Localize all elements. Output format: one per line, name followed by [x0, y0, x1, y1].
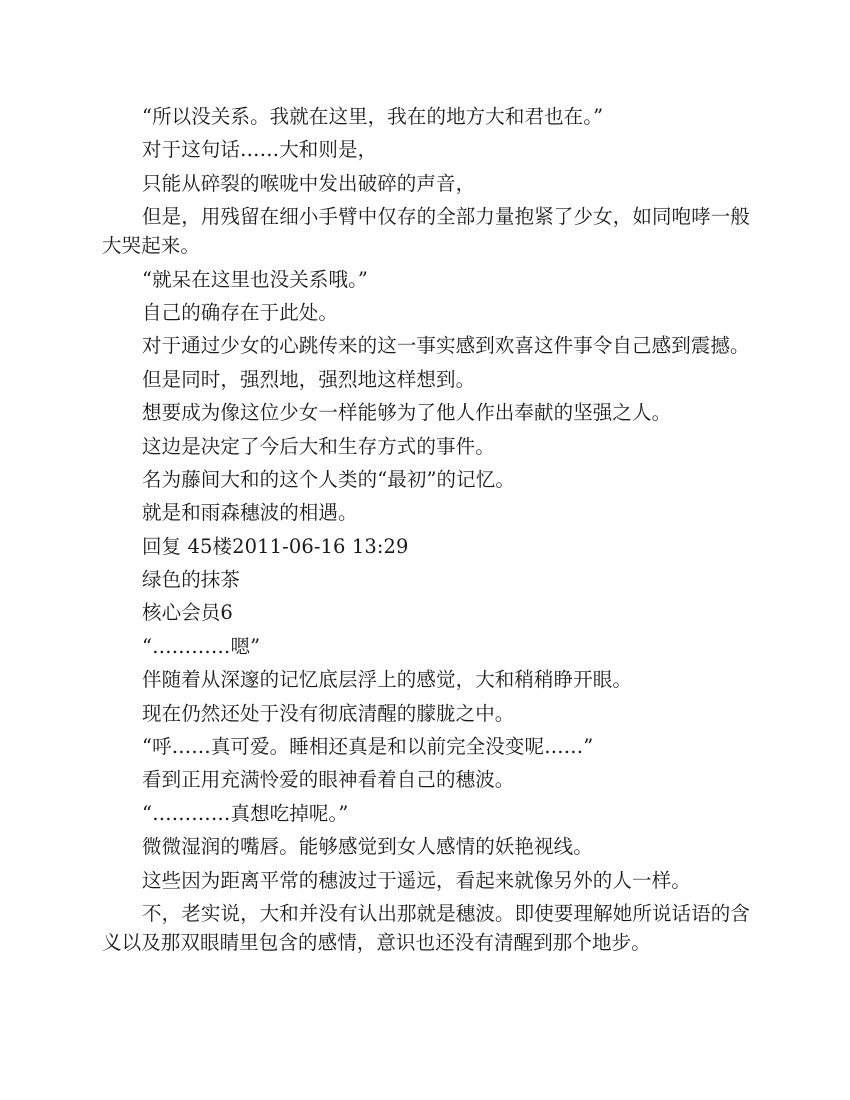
user-rank: 核心会员6	[142, 601, 233, 625]
paragraph: 但是，用残留在细小手臂中仅存的全部力量抱紧了少女，如同咆哮一般大哭起来。	[102, 205, 750, 258]
paragraph: 对于通过少女的心跳传来的这一事实感到欢喜这件事令自己感到震撼。	[142, 334, 750, 358]
paragraph: 但是同时，强烈地，强烈地这样想到。	[142, 367, 476, 391]
paragraph: 不，老实说，大和并没有认出那就是穗波。即使要理解她所说话语的含义以及那双眼睛里包含的感情，意识也还没有清醒到那个地步。	[102, 901, 750, 954]
paragraph: 自己的确存在于此处。	[142, 300, 339, 324]
paragraph: 这些因为距离平常的穗波过于遥远，看起来就像另外的人一样。	[142, 868, 691, 892]
paragraph: “呼……真可爱。睡相还真是和以前完全没变呢……”	[142, 735, 594, 759]
paragraph: 只能从碎裂的喉咙中发出破碎的声音，	[142, 171, 476, 195]
paragraph: 伴随着从深邃的记忆底层浮上的感觉，大和稍稍睁开眼。	[142, 668, 633, 692]
paragraph: 名为藤间大和的这个人类的“最初”的记忆。	[142, 467, 515, 491]
document-page	[102, 102, 750, 961]
paragraph: 现在仍然还处于没有彻底清醒的朦胧之中。	[142, 701, 515, 725]
paragraph: 这边是决定了今后大和生存方式的事件。	[142, 434, 495, 458]
paragraph: “就呆在这里也没关系哦。”	[142, 267, 368, 291]
paragraph: 想要成为像这位少女一样能够为了他人作出奉献的坚强之人。	[142, 401, 672, 425]
paragraph: 微微湿润的嘴唇。能够感觉到女人感情的妖艳视线。	[142, 835, 593, 859]
paragraph: “…………嗯”	[142, 634, 261, 658]
paragraph: “所以没关系。我就在这里，我在的地方大和君也在。”	[142, 105, 604, 128]
paragraph: 对于这句话……大和则是，	[142, 138, 378, 162]
paragraph: 就是和雨森穗波的相遇。	[142, 501, 358, 525]
reply-meta: 回复 45楼2011-06-16 13:29	[142, 534, 409, 558]
paragraph: “…………真想吃掉呢。”	[142, 801, 349, 825]
paragraph: 看到正用充满怜爱的眼神看着自己的穗波。	[142, 768, 515, 792]
username: 绿色的抹茶	[142, 568, 241, 592]
